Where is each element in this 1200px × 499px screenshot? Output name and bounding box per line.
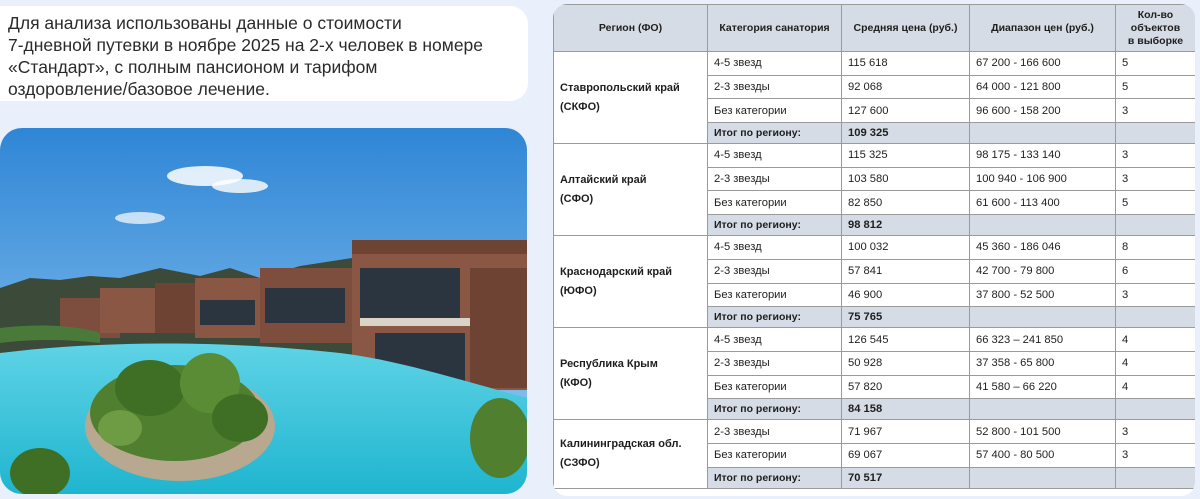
avg-price-cell: 71 967 (842, 420, 970, 444)
total-label: Итог по региону: (708, 467, 842, 488)
header-region: Регион (ФО) (554, 5, 708, 52)
count-cell: 4 (1116, 351, 1196, 375)
empty-cell (970, 123, 1116, 144)
table-row (554, 52, 1196, 76)
range-cell: 57 400 - 80 500 (970, 443, 1116, 467)
avg-price-cell: 50 928 (842, 351, 970, 375)
region-name: Ставропольский край (СКФО) (554, 52, 708, 144)
table-row (554, 328, 1196, 352)
category-cell: Без категории (708, 375, 842, 399)
header-category: Категория санатория (708, 5, 842, 52)
count-cell: 5 (1116, 191, 1196, 215)
total-label: Итог по региону: (708, 123, 842, 144)
table-body (554, 52, 1196, 489)
category-cell: 2-3 звезды (708, 259, 842, 283)
category-cell: Без категории (708, 191, 842, 215)
total-value: 75 765 (842, 307, 970, 328)
range-cell: 37 358 - 65 800 (970, 351, 1116, 375)
intro-line: оздоровление/базовое лечение. (8, 79, 270, 99)
count-cell: 3 (1116, 420, 1196, 444)
empty-cell (1116, 399, 1196, 420)
avg-price-cell: 115 618 (842, 52, 970, 76)
range-cell: 66 323 – 241 850 (970, 328, 1116, 352)
count-cell: 4 (1116, 328, 1196, 352)
avg-price-cell: 127 600 (842, 99, 970, 123)
range-cell: 61 600 - 113 400 (970, 191, 1116, 215)
avg-price-cell: 103 580 (842, 167, 970, 191)
price-table (553, 4, 1195, 489)
avg-price-cell: 46 900 (842, 283, 970, 307)
category-cell: 2-3 звезды (708, 420, 842, 444)
region-name: Калининградская обл. (СЗФО) (554, 420, 708, 488)
range-cell: 100 940 - 106 900 (970, 167, 1116, 191)
intro-line: Для анализа использованы данные о стоимости (8, 13, 402, 33)
range-cell: 45 360 - 186 046 (970, 236, 1116, 260)
empty-cell (1116, 467, 1196, 488)
range-cell: 52 800 - 101 500 (970, 420, 1116, 444)
category-cell: 4-5 звезд (708, 236, 842, 260)
intro-note (0, 6, 528, 101)
count-cell: 3 (1116, 144, 1196, 168)
header-count: Кол-во объектов в выборке (1116, 5, 1196, 52)
count-cell: 5 (1116, 52, 1196, 76)
range-cell: 41 580 – 66 220 (970, 375, 1116, 399)
avg-price-cell: 115 325 (842, 144, 970, 168)
total-label: Итог по региону: (708, 307, 842, 328)
count-cell: 3 (1116, 283, 1196, 307)
total-value: 109 325 (842, 123, 970, 144)
range-cell: 67 200 - 166 600 (970, 52, 1116, 76)
count-cell: 3 (1116, 99, 1196, 123)
avg-price-cell: 126 545 (842, 328, 970, 352)
total-value: 70 517 (842, 467, 970, 488)
resort-photo (0, 128, 527, 494)
count-cell: 8 (1116, 236, 1196, 260)
empty-cell (970, 307, 1116, 328)
category-cell: 4-5 звезд (708, 144, 842, 168)
region-name: Алтайский край (СФО) (554, 144, 708, 236)
header-avg-price: Средняя цена (руб.) (842, 5, 970, 52)
count-cell: 3 (1116, 443, 1196, 467)
empty-cell (970, 215, 1116, 236)
category-cell: Без категории (708, 99, 842, 123)
range-cell: 98 175 - 133 140 (970, 144, 1116, 168)
total-label: Итог по региону: (708, 215, 842, 236)
category-cell: Без категории (708, 283, 842, 307)
category-cell: 4-5 звезд (708, 52, 842, 76)
region-name: Краснодарский край (ЮФО) (554, 236, 708, 328)
range-cell: 37 800 - 52 500 (970, 283, 1116, 307)
resort-illustration (0, 128, 527, 494)
avg-price-cell: 100 032 (842, 236, 970, 260)
empty-cell (970, 467, 1116, 488)
count-cell: 4 (1116, 375, 1196, 399)
empty-cell (1116, 123, 1196, 144)
category-cell: 2-3 звезды (708, 351, 842, 375)
range-cell: 42 700 - 79 800 (970, 259, 1116, 283)
empty-cell (970, 399, 1116, 420)
table-row (554, 420, 1196, 444)
avg-price-cell: 92 068 (842, 75, 970, 99)
region-name: Республика Крым (КФО) (554, 328, 708, 420)
empty-cell (1116, 307, 1196, 328)
category-cell: Без категории (708, 443, 842, 467)
intro-line: 7-дневной путевки в ноябре 2025 на 2-х человек в номере (8, 35, 484, 55)
range-cell: 64 000 - 121 800 (970, 75, 1116, 99)
range-cell: 96 600 - 158 200 (970, 99, 1116, 123)
total-label: Итог по региону: (708, 399, 842, 420)
category-cell: 2-3 звезды (708, 75, 842, 99)
avg-price-cell: 57 820 (842, 375, 970, 399)
avg-price-cell: 82 850 (842, 191, 970, 215)
header-row (554, 5, 1196, 52)
header-range: Диапазон цен (руб.) (970, 5, 1116, 52)
table-row (554, 236, 1196, 260)
count-cell: 5 (1116, 75, 1196, 99)
count-cell: 6 (1116, 259, 1196, 283)
avg-price-cell: 69 067 (842, 443, 970, 467)
category-cell: 2-3 звезды (708, 167, 842, 191)
total-value: 84 158 (842, 399, 970, 420)
category-cell: 4-5 звезд (708, 328, 842, 352)
total-value: 98 812 (842, 215, 970, 236)
intro-line: «Стандарт», с полным пансионом и тарифом (8, 57, 378, 77)
avg-price-cell: 57 841 (842, 259, 970, 283)
table-row (554, 144, 1196, 168)
empty-cell (1116, 215, 1196, 236)
count-cell: 3 (1116, 167, 1196, 191)
price-table-card (553, 4, 1195, 496)
